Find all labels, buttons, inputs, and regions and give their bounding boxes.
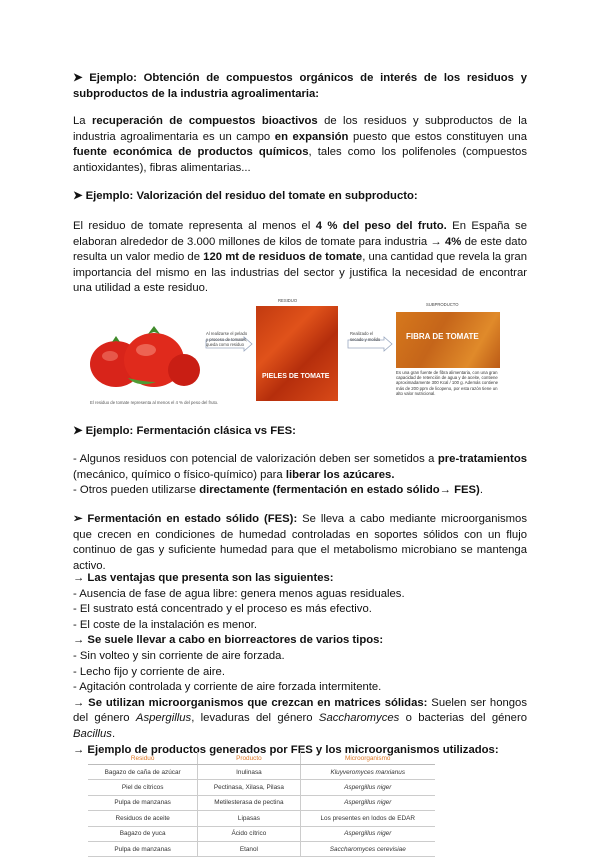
paragraph-recuperacion bbox=[73, 114, 527, 176]
advantages-heading: → Las ventajas que presenta son las siguientes: bbox=[73, 572, 334, 584]
table-cell: Ácido cítrico bbox=[198, 826, 300, 841]
column-header: Residuo bbox=[88, 752, 198, 765]
bold-text: 120 mt de residuos de tomate bbox=[203, 251, 363, 264]
tomato-fiber-image bbox=[396, 312, 500, 368]
paragraph-residuo-tomate bbox=[73, 219, 527, 297]
text: Se lleva a cabo mediante microorganismos que crecen en condiciones de humedad controladas en soportes sólidos con un flujo continuo de gas y suficiente humedad para que el metabolismo microbiano se mantenga activo. bbox=[73, 513, 527, 572]
bold-text: liberar los azúcares. bbox=[285, 468, 395, 481]
bold-text: pre-tratamientos bbox=[437, 453, 527, 465]
table-cell: Los presentes en lodos de EDAR bbox=[300, 811, 435, 826]
column-header: Producto bbox=[198, 752, 300, 765]
skins-label: PIELES DE TOMATE bbox=[262, 373, 330, 380]
label-subproducto: SUBPRODUCTO bbox=[426, 302, 459, 307]
text: . bbox=[479, 484, 483, 497]
text: El residuo de tomate representa al menos el bbox=[73, 220, 316, 232]
table-cell: Residuos de aceite bbox=[88, 811, 198, 826]
tomatoes-illustration bbox=[88, 308, 201, 396]
bold-text: 4% bbox=[444, 235, 462, 248]
text: (mecánico, químico o físico-químico) para bbox=[73, 468, 286, 481]
table-row bbox=[88, 765, 435, 780]
heading-valorizacion-tomate: ➤ Ejemplo: Valorización del residuo del tomate en subproducto: bbox=[73, 190, 418, 202]
text: - Otros pueden utilizarse bbox=[73, 484, 200, 497]
text: - Algunos residuos con potencial de valorización deben ser sometidos a bbox=[73, 453, 438, 465]
bold-text: directamente (fermentación en estado sólido→ FES) bbox=[199, 484, 480, 497]
table-cell: Etanol bbox=[198, 841, 300, 856]
table-row bbox=[88, 826, 435, 841]
table-heading: → Ejemplo de productos generados por FES y los microorganismos utilizados: bbox=[73, 743, 499, 756]
text: o bacterias del género bbox=[399, 712, 527, 725]
table-cell: Piel de cítricos bbox=[88, 780, 198, 795]
list-item: - Ausencia de fase de agua libre: genera menos aguas residuales. bbox=[73, 587, 405, 600]
table-row bbox=[88, 811, 435, 826]
paragraph-fes bbox=[73, 512, 527, 574]
table-row bbox=[88, 795, 435, 810]
flow-label-1: Al realizarse el pelado y proceso de tomates, queda como residuo bbox=[206, 331, 248, 347]
table-cell: Bagazo de yuca bbox=[88, 826, 198, 841]
table-cell: Aspergillus niger bbox=[300, 826, 435, 841]
bioreactors-heading: → Se suele llevar a cabo en biorreactores de varios tipos: bbox=[73, 634, 384, 647]
list-item: - Lecho fijo y corriente de aire. bbox=[73, 665, 225, 678]
table-cell: Kluyveromyces marxianus bbox=[300, 765, 435, 780]
heading-compuestos-organicos: ➤ Ejemplo: Obtención de compuestos orgánicos de interés de los residuos y subproductos de la industria agroalimentaria: bbox=[73, 72, 527, 100]
text: de los residuos y subproductos de la industria agroalimentaria es un campo bbox=[73, 115, 527, 143]
table-cell: Lipasas bbox=[198, 811, 300, 826]
text: En España se elaboran alrededor de 3.000 millones de kilos de tomate para industria → bbox=[73, 220, 527, 248]
list-item: - Agitación controlada y corriente de aire forzada intermitente. bbox=[73, 681, 382, 694]
italic-text: Bacillus bbox=[73, 727, 112, 740]
figure-caption: El residuo de tomate representa al menos el 4 % del peso del fruto. bbox=[90, 400, 219, 405]
table-cell: Aspergillus niger bbox=[300, 780, 435, 795]
text: , una cantidad que revela la gran importancia del mismo en las industrias del sector y justifica la necesidad de encontrar una utilidad a este residuo. bbox=[73, 251, 527, 295]
bold-text: → Se utilizan microorganismos que crezcan en matrices sólidas: bbox=[73, 696, 428, 709]
table-header-row bbox=[88, 752, 435, 765]
text: La bbox=[73, 115, 92, 127]
italic-text: Aspergillus bbox=[135, 712, 192, 725]
column-header: Microorganismo bbox=[300, 752, 435, 765]
italic-text: Saccharomyces bbox=[318, 712, 400, 725]
text: , tales como los polifenoles (compuestos antioxidantes), fibras alimentarias... bbox=[73, 146, 527, 174]
list-item: - El coste de la instalación es menor. bbox=[73, 618, 257, 631]
table-cell: Aspergillus niger bbox=[300, 795, 435, 810]
table-cell: Bagazo de caña de azúcar bbox=[88, 765, 198, 780]
tomato-skins-image bbox=[256, 306, 338, 401]
bold-text: ➢ Fermentación en estado sólido (FES): bbox=[73, 513, 298, 525]
text: Suelen ser hongos del género bbox=[73, 696, 527, 725]
fes-products-table bbox=[88, 752, 435, 857]
list-item: - Sin volteo y sin corriente de aire forzada. bbox=[73, 649, 285, 662]
text: puesto que estos constituyen una bbox=[348, 130, 527, 143]
table-cell: Pulpa de manzanas bbox=[88, 841, 198, 856]
bold-text: en expansión bbox=[274, 130, 349, 143]
line-directamente bbox=[73, 483, 527, 499]
table-row bbox=[88, 780, 435, 795]
table-cell: Pulpa de manzanas bbox=[88, 795, 198, 810]
bold-text: 4 % del peso del fruto. bbox=[315, 220, 447, 232]
fiber-description: Es una gran fuente de fibra alimentaria, con una gran capacidad de retención de agua y de aceite, contiene aproximadamente 300 Kcal / 100 g. Además contiene más de 200 ppm de licopeno, por esta razón tiene un alto valor nutricional. bbox=[396, 370, 498, 396]
text: , levaduras del género bbox=[191, 712, 319, 725]
text: . bbox=[111, 727, 116, 740]
bold-text: recuperación de compuestos bioactivos bbox=[91, 115, 318, 127]
table-cell: Pectinasa, Xilasa, Pilasa bbox=[198, 780, 300, 795]
flow-label-2: Realizado el secado y molido bbox=[350, 331, 381, 342]
tomato-flow-figure bbox=[88, 298, 528, 406]
microorganisms-paragraph bbox=[73, 696, 527, 743]
text: de este dato resulta un valor medio de bbox=[73, 235, 527, 264]
tomato-image bbox=[88, 308, 201, 396]
paragraph-pretratamientos bbox=[73, 452, 527, 499]
table-cell: Inulinasa bbox=[198, 765, 300, 780]
table-cell: Metilesterasa de pectina bbox=[198, 795, 300, 810]
fiber-label: FIBRA DE TOMATE bbox=[406, 332, 479, 341]
label-residuo: RESIDUO bbox=[278, 298, 298, 303]
heading-fermentacion-clasica: ➤ Ejemplo: Fermentación clásica vs FES: bbox=[73, 425, 296, 437]
bold-text: fuente económica de productos químicos bbox=[73, 146, 309, 159]
list-item: - El sustrato está concentrado y el proceso es más efectivo. bbox=[73, 603, 372, 616]
table-row bbox=[88, 841, 435, 856]
advantages-section bbox=[73, 571, 527, 758]
table-cell: Saccharomyces cerevisiae bbox=[300, 841, 435, 856]
